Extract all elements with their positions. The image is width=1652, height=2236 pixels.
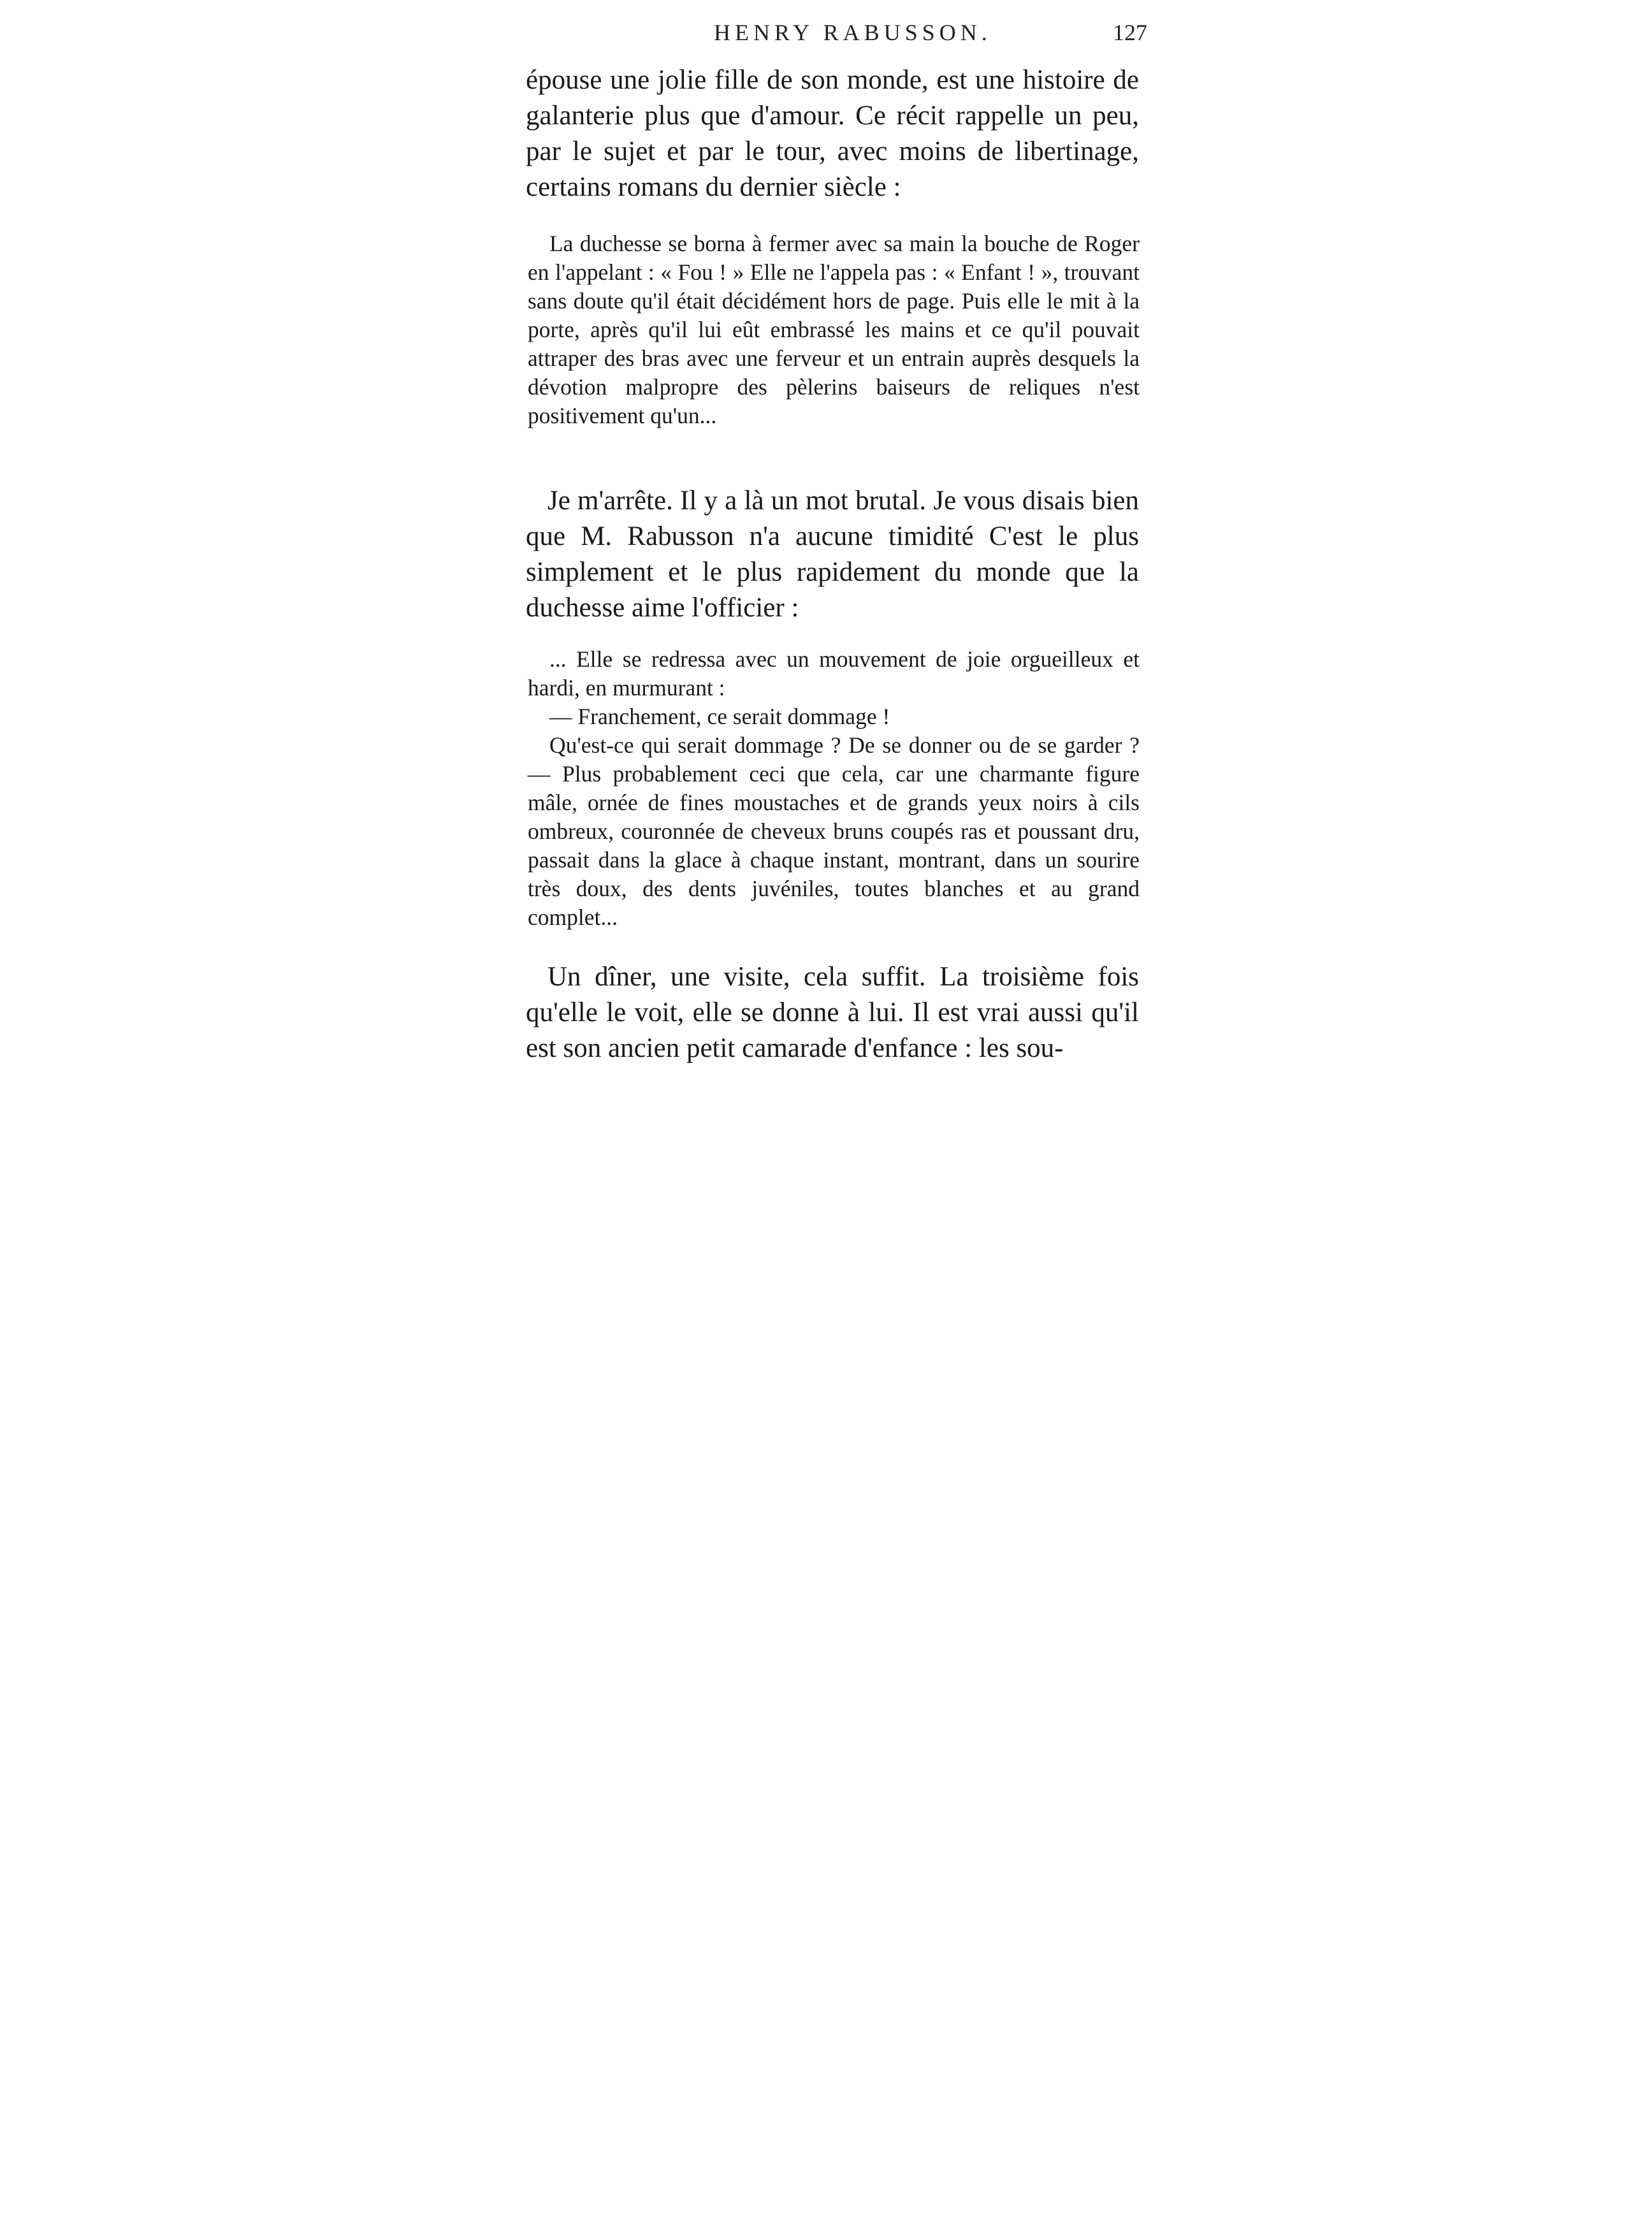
quote-2-line-1: ... Elle se redressa avec un mouvement de joie orgueilleux et hardi, en murmurant : bbox=[528, 646, 1140, 701]
paragraph-3: Un dîner, une visite, cela suffit. La troisième fois qu'elle le voit, elle se donne à lui. Il est vrai aussi qu'il est son ancien petit camarade d'enfance : les sou- bbox=[526, 962, 1139, 1063]
paragraph-2: Je m'arrête. Il y a là un mot brutal. Je vous disais bien que M. Rabusson n'a aucune timidité C'est le plus simplement et le plus rapidement du monde que la duchesse aime l'officier : bbox=[526, 486, 1139, 623]
page-header bbox=[523, 14, 1147, 59]
quote-2-line-2: — Franchement, ce serait dommage ! bbox=[549, 704, 890, 729]
paragraph-1: épouse une jolie fille de son monde, est une histoire de galanterie plus que d'amour. Ce récit rappelle un peu, par le sujet et par le tour, avec moins de libertinage, certains romans du dernier siècle : bbox=[526, 65, 1139, 202]
quote-1: La duchesse se borna à fermer avec sa main la bouche de Roger en l'appelant : « Fou ! » Elle ne l'appela pas : « Enfant ! », trouvant sans doute qu'il était décidément hors de page. Puis elle le mit à la porte, après qu'il lui eût embrassé les mains et ce qu'il pouvait attraper des bras avec une ferveur et un entrain auprès desquels la dévotion malpropre des pèlerins baiseurs de reliques n'est positivement qu'un... bbox=[528, 231, 1140, 428]
running-title: HENRY RABUSSON. bbox=[714, 20, 992, 45]
quote-2-line-3: Qu'est-ce qui serait dommage ? De se donner ou de se garder ? — Plus probablement ceci que cela, car une charmante figure mâle, ornée de fines moustaches et de grands yeux noirs à cils ombreux, couronnée de cheveux bruns coupés ras et poussant dru, passait dans la glace à chaque instant, montrant, dans un sourire très doux, des dents juvéniles, toutes blanches et au grand complet... bbox=[528, 732, 1140, 930]
page-number: 127 bbox=[1113, 20, 1147, 45]
